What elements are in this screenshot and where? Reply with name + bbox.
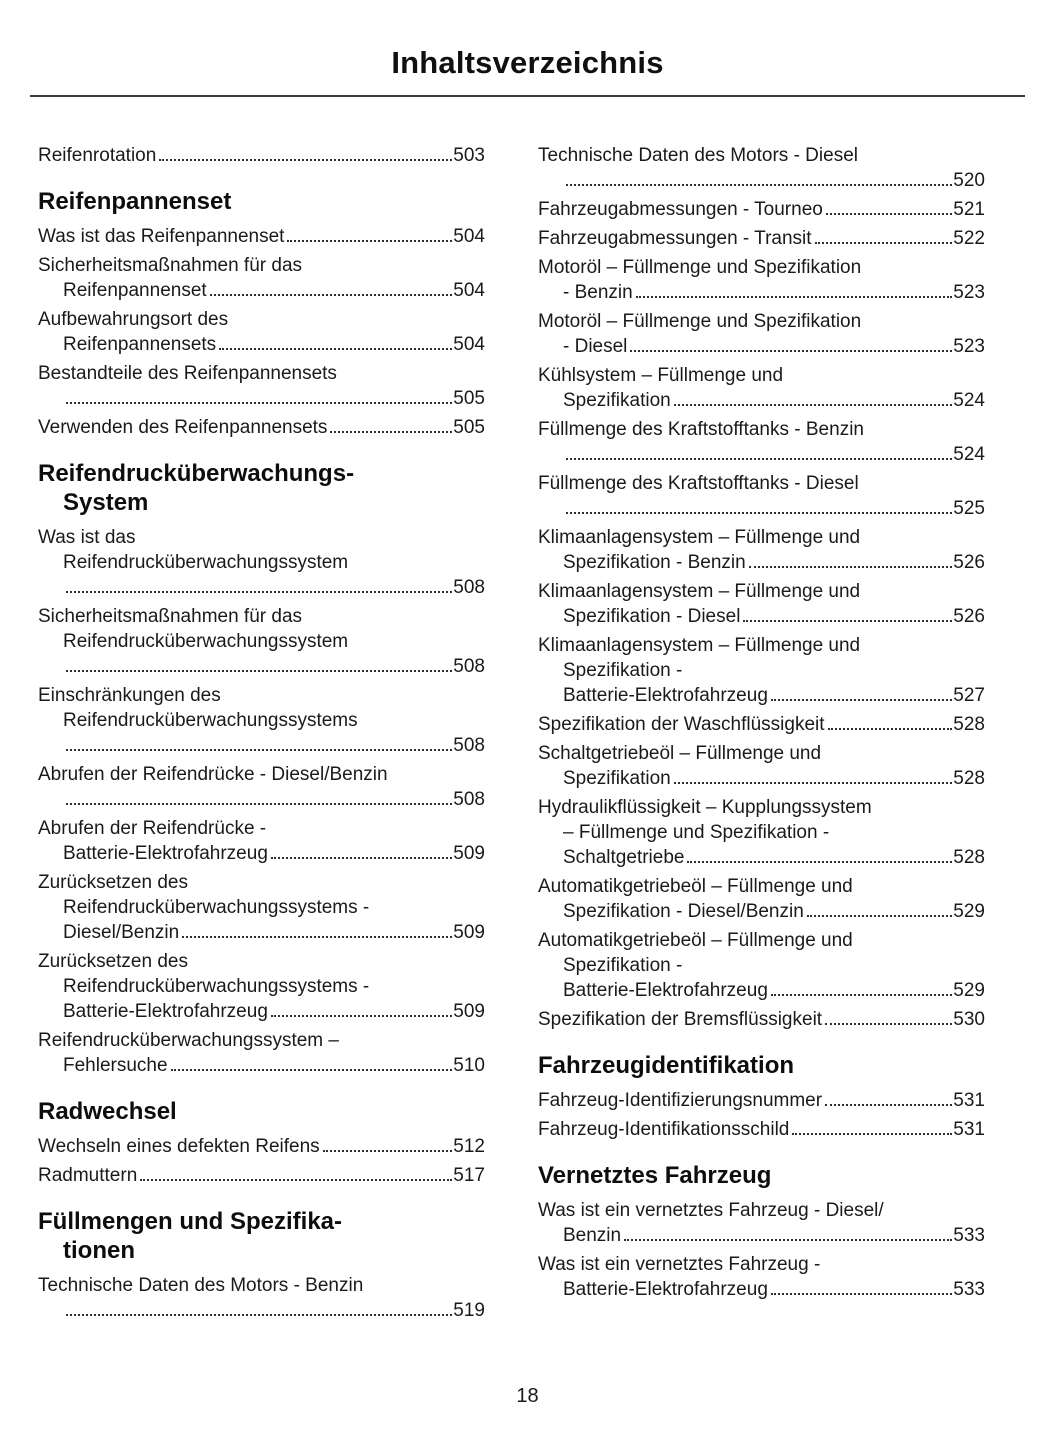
toc-page-number: 528 <box>953 847 985 868</box>
toc-entry-text: Sicherheitsmaßnahmen für das <box>38 606 303 627</box>
toc-entry-line <box>38 278 485 303</box>
toc-entry-line <box>38 1298 485 1323</box>
toc-entry <box>38 1163 485 1188</box>
toc-entry-line <box>538 255 985 280</box>
toc-entry-line <box>538 1223 985 1248</box>
toc-entry-line <box>538 442 985 467</box>
toc-entry-text: Batterie-Elektrofahrzeug <box>63 1001 268 1022</box>
toc-entry-text: Kühlsystem – Füllmenge und <box>538 365 784 386</box>
toc-entry-line <box>538 143 985 168</box>
toc-entry-text: Was ist ein vernetztes Fahrzeug - <box>538 1254 821 1275</box>
toc-page-number: 526 <box>953 606 985 627</box>
toc-entry-line <box>538 471 985 496</box>
toc-entry-text: Batterie-Elektrofahrzeug <box>563 980 768 1001</box>
toc-entry-text: Spezifikation <box>563 768 671 789</box>
toc-entry-text: Technische Daten des Motors - Benzin <box>38 1275 364 1296</box>
toc-entry-text: Was ist das <box>38 527 136 548</box>
section-heading-text: tionen <box>63 1237 135 1264</box>
toc-entry-line <box>538 1088 985 1113</box>
toc-entry-text: Zurücksetzen des <box>38 872 188 893</box>
toc-entry <box>538 795 985 870</box>
dot-leader <box>826 213 952 215</box>
section-heading-text: Füllmengen und Spezifika- <box>38 1208 343 1235</box>
toc-page-number: 505 <box>453 417 485 438</box>
toc-page-number: 533 <box>953 1225 985 1246</box>
toc-page-number: 509 <box>453 922 485 943</box>
toc-entry-line <box>538 766 985 791</box>
toc-page-number: 531 <box>953 1090 985 1111</box>
toc-entry-text: Schaltgetriebe <box>563 847 685 868</box>
toc-entry <box>538 226 985 251</box>
toc-page-number: 509 <box>453 843 485 864</box>
toc-entry-text: Reifenrotation <box>38 145 157 166</box>
toc-entry-line <box>38 307 485 332</box>
section-heading-text: Radwechsel <box>38 1098 177 1125</box>
toc-entry-text: Hydraulikflüssigkeit – Kupplungssystem <box>538 797 872 818</box>
dot-leader <box>815 242 953 244</box>
section-heading <box>538 1161 985 1190</box>
toc-entry-line <box>38 525 485 550</box>
section-heading-line <box>38 187 485 216</box>
toc-entry-line <box>38 654 485 679</box>
toc-entry-line <box>538 633 985 658</box>
toc-page-number: 520 <box>953 170 985 191</box>
toc-entry <box>538 255 985 305</box>
dot-leader <box>807 915 953 917</box>
page-number-footer: 18 <box>516 1385 539 1407</box>
toc-entry-text: - Diesel <box>563 336 628 357</box>
toc-entry-line <box>38 683 485 708</box>
toc-entry-line <box>538 168 985 193</box>
dot-leader <box>210 294 453 296</box>
toc-entry-line <box>38 332 485 357</box>
toc-entry-text: Klimaanlagensystem – Füllmenge und <box>538 527 861 548</box>
dot-leader <box>743 620 952 622</box>
section-heading-text: Reifenpannenset <box>38 188 232 215</box>
toc-entry <box>538 1252 985 1302</box>
toc-page-number: 527 <box>953 685 985 706</box>
toc-entry <box>538 633 985 708</box>
toc-column <box>538 143 985 1306</box>
toc-entry-text: Zurücksetzen des <box>38 951 188 972</box>
toc-entry-line <box>38 733 485 758</box>
toc-entry <box>38 525 485 600</box>
toc-entry-line <box>38 974 485 999</box>
dot-leader <box>182 936 452 938</box>
toc-entry-line <box>38 787 485 812</box>
dot-leader <box>771 994 952 996</box>
toc-entry-text: Fahrzeug-Identifikationsschild <box>538 1119 790 1140</box>
toc-entry-text: Klimaanlagensystem – Füllmenge und <box>538 635 861 656</box>
toc-entry-text: Einschränkungen des <box>38 685 221 706</box>
dot-leader <box>66 670 452 672</box>
section-heading-text: System <box>63 489 149 516</box>
toc-entry-text: Technische Daten des Motors - Diesel <box>538 145 858 166</box>
toc-page-number: 528 <box>953 768 985 789</box>
toc-entry-text: Spezifikation - Diesel <box>563 606 741 627</box>
dot-leader <box>66 402 452 404</box>
toc-entry-line <box>538 280 985 305</box>
toc-entry <box>538 525 985 575</box>
toc-column <box>38 143 485 1327</box>
toc-entry <box>538 417 985 467</box>
toc-entry-text: Spezifikation <box>563 390 671 411</box>
dot-leader <box>749 566 953 568</box>
toc-entry-line <box>38 816 485 841</box>
toc-entry <box>38 1273 485 1323</box>
dot-leader <box>271 1015 452 1017</box>
dot-leader <box>566 184 952 186</box>
toc-entry <box>538 143 985 193</box>
dot-leader <box>271 857 452 859</box>
toc-entry-text: Batterie-Elektrofahrzeug <box>563 685 768 706</box>
dot-leader <box>330 431 452 433</box>
toc-entry-line <box>538 388 985 413</box>
toc-page-number: 524 <box>953 390 985 411</box>
dot-leader <box>825 1104 952 1106</box>
section-heading <box>38 187 485 216</box>
toc-entry <box>538 1007 985 1032</box>
toc-entry <box>538 928 985 1003</box>
toc-entry <box>38 683 485 758</box>
toc-entry-line <box>38 143 485 168</box>
toc-entry-line <box>38 386 485 411</box>
dot-leader <box>674 782 953 784</box>
toc-page-number: 510 <box>453 1055 485 1076</box>
toc-page-number: 504 <box>453 226 485 247</box>
toc-entry-line <box>538 712 985 737</box>
toc-entry-text: Wechseln eines defekten Reifens <box>38 1136 320 1157</box>
toc-entry-line <box>38 361 485 386</box>
dot-leader <box>674 404 953 406</box>
toc-entry-text: Reifendrucküberwachungssystems <box>63 710 358 731</box>
toc-entry-line <box>38 841 485 866</box>
toc-entry-line <box>38 708 485 733</box>
toc-entry-line <box>38 253 485 278</box>
toc-entry-line <box>538 683 985 708</box>
toc-entry <box>538 1088 985 1113</box>
section-heading <box>38 1207 485 1265</box>
toc-entry-text: Reifendrucküberwachungssystems - <box>63 976 370 997</box>
dot-leader <box>792 1133 952 1135</box>
toc-entry-text: Abrufen der Reifendrücke - <box>38 818 267 839</box>
dot-leader <box>219 348 452 350</box>
toc-entry-line <box>38 949 485 974</box>
dot-leader <box>66 1314 452 1316</box>
section-heading-text: Vernetztes Fahrzeug <box>538 1162 772 1189</box>
toc-entry-line <box>38 1028 485 1053</box>
toc-entry <box>538 363 985 413</box>
toc-entry <box>38 307 485 357</box>
dot-leader <box>825 1023 952 1025</box>
toc-entry-line <box>538 1198 985 1223</box>
section-heading-line <box>38 488 485 517</box>
toc-page-number: 526 <box>953 552 985 573</box>
toc-entry-line <box>538 899 985 924</box>
dot-leader <box>287 240 452 242</box>
toc-entry <box>538 197 985 222</box>
toc-entry-text: Fahrzeugabmessungen - Transit <box>538 228 812 249</box>
dot-leader <box>171 1069 453 1071</box>
toc-entry-text: Füllmenge des Kraftstofftanks - Benzin <box>538 419 864 440</box>
toc-entry-line <box>538 496 985 521</box>
toc-page-number: 523 <box>953 282 985 303</box>
toc-page-number: 512 <box>453 1136 485 1157</box>
toc-entry-line <box>538 334 985 359</box>
toc-entry-text: Reifenpannensets <box>63 334 217 355</box>
toc-entry <box>38 1134 485 1159</box>
dot-leader <box>159 159 452 161</box>
toc-entry-text: Automatikgetriebeöl – Füllmenge und <box>538 930 853 951</box>
toc-entry-line <box>538 795 985 820</box>
toc-page-number: 504 <box>453 334 485 355</box>
toc-entry <box>38 949 485 1024</box>
toc-page-number: 508 <box>453 656 485 677</box>
dot-leader <box>624 1239 952 1241</box>
toc-entry-line <box>38 762 485 787</box>
dot-leader <box>140 1179 452 1181</box>
toc-page-number: 519 <box>453 1300 485 1321</box>
toc-entry-text: Reifenpannenset <box>63 280 207 301</box>
toc-page-number: 533 <box>953 1279 985 1300</box>
toc-entry-text: Reifendrucküberwachungssystem <box>63 631 349 652</box>
toc-entry-line <box>538 604 985 629</box>
toc-entry-line <box>38 604 485 629</box>
toc-entry-text: Spezifikation - <box>563 660 683 681</box>
toc-entry <box>38 415 485 440</box>
dot-leader <box>630 350 952 352</box>
section-heading-line <box>38 1236 485 1265</box>
toc-entry-text: - Benzin <box>563 282 633 303</box>
toc-page-number: 530 <box>953 1009 985 1030</box>
toc-entry-text: Automatikgetriebeöl – Füllmenge und <box>538 876 853 897</box>
section-heading <box>538 1051 985 1080</box>
toc-entry-text: Batterie-Elektrofahrzeug <box>63 843 268 864</box>
dot-leader <box>66 803 452 805</box>
toc-entry-text: Klimaanlagensystem – Füllmenge und <box>538 581 861 602</box>
dot-leader <box>687 861 952 863</box>
toc-entry-line <box>538 874 985 899</box>
toc-page-number: 523 <box>953 336 985 357</box>
toc-entry-line <box>538 741 985 766</box>
dot-leader <box>771 1293 952 1295</box>
toc-entry-line <box>38 1053 485 1078</box>
toc-entry-text: Motoröl – Füllmenge und Spezifikation <box>538 311 862 332</box>
toc-entry <box>38 1028 485 1078</box>
toc-entry-line <box>538 417 985 442</box>
toc-entry-line <box>538 309 985 334</box>
toc-entry-text: Spezifikation - <box>563 955 683 976</box>
toc-entry <box>538 712 985 737</box>
toc-entry <box>538 471 985 521</box>
toc-entry-line <box>38 1163 485 1188</box>
toc-page-number: 505 <box>453 388 485 409</box>
section-heading-line <box>38 459 485 488</box>
toc-entry-text: Verwenden des Reifenpannensets <box>38 417 328 438</box>
toc-page-number: 517 <box>453 1165 485 1186</box>
toc-entry-line <box>538 953 985 978</box>
toc-entry-line <box>38 629 485 654</box>
dot-leader <box>566 512 952 514</box>
toc-entry-line <box>538 928 985 953</box>
toc-entry-text: Motoröl – Füllmenge und Spezifikation <box>538 257 862 278</box>
toc-entry-text: – Füllmenge und Spezifikation - <box>563 822 830 843</box>
toc-page-number: 508 <box>453 789 485 810</box>
toc-entry-line <box>538 1252 985 1277</box>
toc-entry-text: Reifendrucküberwachungssystem <box>63 552 349 573</box>
toc-columns <box>0 97 1055 1327</box>
toc-entry-text: Fehlersuche <box>63 1055 168 1076</box>
toc-entry <box>38 143 485 168</box>
toc-entry-line <box>38 575 485 600</box>
dot-leader <box>566 458 952 460</box>
toc-page-number: 522 <box>953 228 985 249</box>
toc-entry <box>538 1198 985 1248</box>
toc-entry-text: Fahrzeugabmessungen - Tourneo <box>538 199 823 220</box>
toc-entry-text: Fahrzeug-Identifizierungsnummer <box>538 1090 823 1111</box>
toc-entry-line <box>538 1277 985 1302</box>
dot-leader <box>771 699 952 701</box>
toc-page-number: 509 <box>453 1001 485 1022</box>
toc-entry-text: Aufbewahrungsort des <box>38 309 229 330</box>
toc-entry-line <box>38 1134 485 1159</box>
toc-entry-text: Was ist ein vernetztes Fahrzeug - Diesel/ <box>538 1200 884 1221</box>
toc-entry <box>38 762 485 812</box>
toc-entry-line <box>38 999 485 1024</box>
toc-entry-line <box>538 197 985 222</box>
toc-page-number: 529 <box>953 980 985 1001</box>
toc-entry-text: Diesel/Benzin <box>63 922 180 943</box>
section-heading-line <box>538 1051 985 1080</box>
toc-page-number: 508 <box>453 735 485 756</box>
section-heading-line <box>38 1207 485 1236</box>
toc-entry-line <box>538 1007 985 1032</box>
toc-page-number: 525 <box>953 498 985 519</box>
section-heading-text: Reifendrucküberwachungs- <box>38 460 355 487</box>
toc-entry-text: Schaltgetriebeöl – Füllmenge und <box>538 743 822 764</box>
page-title: Inhaltsverzeichnis <box>391 45 664 80</box>
toc-entry-text: Spezifikation - Diesel/Benzin <box>563 901 804 922</box>
toc-entry <box>538 579 985 629</box>
toc-entry-line <box>538 550 985 575</box>
toc-entry <box>38 870 485 945</box>
dot-leader <box>323 1150 453 1152</box>
toc-entry-line <box>538 579 985 604</box>
toc-page-number: 504 <box>453 280 485 301</box>
toc-entry <box>38 816 485 866</box>
dot-leader <box>66 749 452 751</box>
toc-entry-line <box>538 845 985 870</box>
toc-entry <box>538 874 985 924</box>
toc-entry-text: Sicherheitsmaßnahmen für das <box>38 255 303 276</box>
toc-entry-text: Batterie-Elektrofahrzeug <box>563 1279 768 1300</box>
toc-page-number: 503 <box>453 145 485 166</box>
toc-entry-text: Radmuttern <box>38 1165 138 1186</box>
toc-entry <box>38 361 485 411</box>
toc-entry-line <box>538 820 985 845</box>
toc-page-number: 521 <box>953 199 985 220</box>
toc-page-number: 508 <box>453 577 485 598</box>
toc-entry-line <box>538 1117 985 1142</box>
toc-entry-line <box>538 658 985 683</box>
toc-entry-line <box>38 870 485 895</box>
toc-entry-line <box>538 525 985 550</box>
toc-entry-text: Was ist das Reifenpannenset <box>38 226 285 247</box>
dot-leader <box>66 591 452 593</box>
toc-entry-line <box>38 1273 485 1298</box>
dot-leader <box>636 296 953 298</box>
toc-entry-line <box>38 895 485 920</box>
toc-entry-text: Abrufen der Reifendrücke - Diesel/Benzin <box>38 764 388 785</box>
toc-entry-line <box>38 224 485 249</box>
toc-entry <box>38 604 485 679</box>
toc-entry <box>538 1117 985 1142</box>
toc-entry-text: Reifendrucküberwachungssystem – <box>38 1030 339 1051</box>
toc-entry-line <box>538 978 985 1003</box>
toc-entry <box>538 309 985 359</box>
toc-entry-line <box>38 920 485 945</box>
section-heading <box>38 1097 485 1126</box>
toc-page-number: 531 <box>953 1119 985 1140</box>
toc-entry <box>38 253 485 303</box>
toc-page-number: 524 <box>953 444 985 465</box>
toc-entry <box>38 224 485 249</box>
toc-entry-text: Füllmenge des Kraftstofftanks - Diesel <box>538 473 859 494</box>
toc-page-number: 529 <box>953 901 985 922</box>
dot-leader <box>828 728 953 730</box>
section-heading-text: Fahrzeugidentifikation <box>538 1052 795 1079</box>
toc-entry-line <box>38 415 485 440</box>
toc-entry-line <box>538 226 985 251</box>
toc-entry-text: Benzin <box>563 1225 622 1246</box>
toc-entry-line <box>38 550 485 575</box>
toc-page-number: 528 <box>953 714 985 735</box>
toc-entry-text: Spezifikation der Waschflüssigkeit <box>538 714 825 735</box>
toc-entry-text: Reifendrucküberwachungssystems - <box>63 897 370 918</box>
toc-entry-line <box>538 363 985 388</box>
toc-entry-text: Bestandteile des Reifenpannensets <box>38 363 337 384</box>
section-heading-line <box>38 1097 485 1126</box>
toc-entry <box>538 741 985 791</box>
section-heading-line <box>538 1161 985 1190</box>
section-heading <box>38 459 485 517</box>
toc-entry-text: Spezifikation der Bremsflüssigkeit <box>538 1009 823 1030</box>
toc-entry-text: Spezifikation - Benzin <box>563 552 746 573</box>
